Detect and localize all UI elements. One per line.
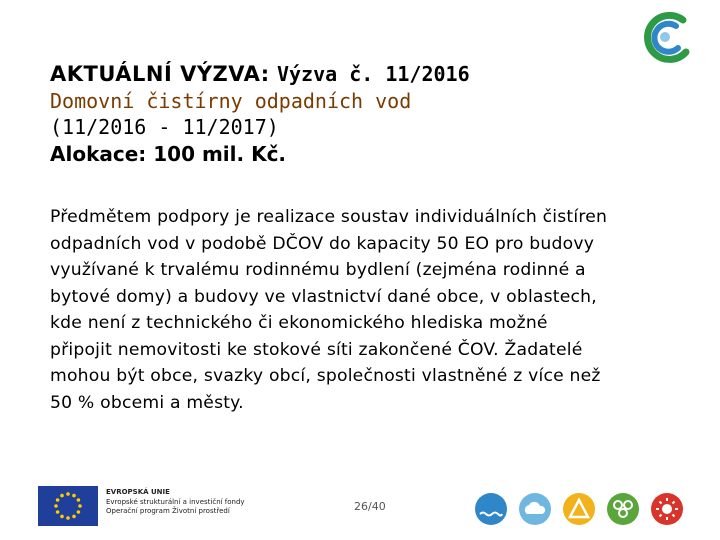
water-drops-icon: [474, 492, 508, 526]
footer: [0, 470, 720, 540]
description-line: bytové domy) a budovy ve vlastnictví dané obce, v oblastech,: [50, 286, 597, 307]
sun-icon: [650, 492, 684, 526]
eu-text-line: Evropské strukturální a investiční fondy: [106, 497, 245, 506]
description-line: kde není z technického či ekonomického hlediska možné: [50, 313, 548, 333]
triangle-icon: [562, 492, 596, 526]
eu-text-line: Operační program Životní prostředí: [106, 507, 230, 515]
description-line: odpadních vod v podobě DČOV do kapacity 50 EO pro budovy: [50, 233, 595, 254]
title-prefix: AKTUÁLNÍ VÝZVA:: [50, 62, 270, 86]
eu-text-line: EVROPSKÁ UNIE: [106, 488, 170, 496]
period: (11/2016 - 11/2017): [50, 115, 279, 139]
page-number: 26/40: [354, 500, 386, 513]
page-title: [50, 60, 650, 88]
eu-text: [106, 488, 245, 517]
title-call: Výzva č. 11/2016: [276, 62, 470, 86]
eu-flag-icon: [38, 486, 98, 526]
title-block: [50, 60, 650, 168]
allocation: Alokace: 100 mil. Kč.: [50, 142, 287, 166]
description-line: využívané k trvalému rodinnému bydlení (zejména rodinné a: [50, 260, 586, 280]
opzp-logo-icon: [636, 8, 694, 66]
description-line: mohou být obce, svazky obcí, společnosti vlastněné z více než: [50, 366, 601, 386]
description-line: Předmětem podpory je realizace soustav individuálních čistíren: [50, 207, 608, 227]
subtitle: Domovní čistírny odpadních vod: [50, 89, 412, 113]
description: [50, 204, 690, 416]
description-line: připojit nemovitosti ke stokové síti zakončené ČOV. Žadatelé: [50, 339, 583, 360]
description-line: 50 % obcemi a městy.: [50, 392, 244, 413]
flower-icon: [606, 492, 640, 526]
cloud-icon: [518, 492, 552, 526]
